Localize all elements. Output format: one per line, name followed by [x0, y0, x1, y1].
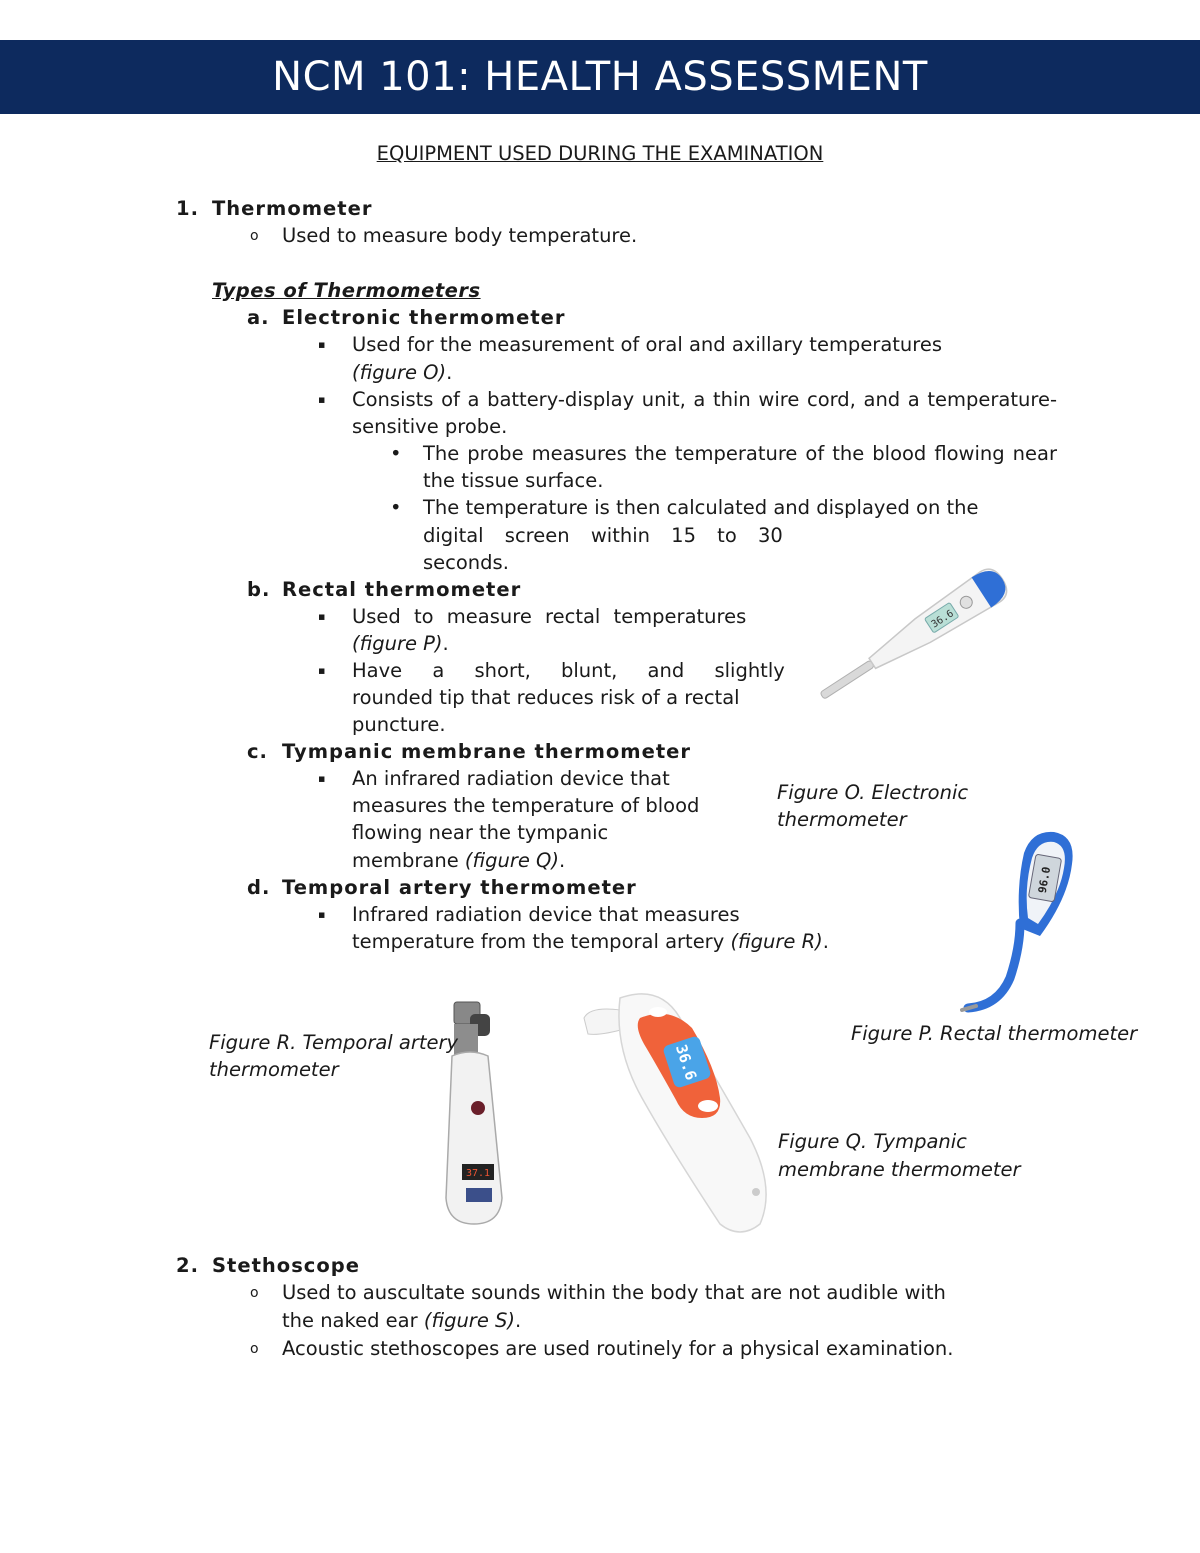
text-line: digital screen within 15 to 30 [423, 524, 783, 547]
sub-title: Tympanic membrane thermometer [282, 740, 692, 763]
figure-ref: (figure O) [352, 361, 447, 384]
punct: . [515, 1309, 522, 1332]
electronic-thermometer-figure [812, 548, 1027, 706]
circle-bullet-icon: o [250, 1341, 259, 1357]
dot-bullet-icon: • [390, 496, 402, 519]
sub-title: Electronic thermometer [282, 306, 566, 329]
display-readout: 36.6 [929, 608, 956, 631]
sub-letter: d. [247, 876, 271, 899]
sub-letter: b. [247, 578, 271, 601]
page-title: NCM 101: HEALTH ASSESSMENT [272, 54, 928, 100]
text-fragment: temperature from the temporal artery [352, 930, 725, 953]
text-line: seconds. [423, 551, 509, 574]
square-bullet-icon: ▪ [318, 610, 326, 623]
caption-o-line2: thermometer [777, 808, 907, 831]
text-line: The temperature is then calculated and displayed on the [423, 496, 979, 519]
text-line [352, 928, 829, 955]
display-readout: 96.0 [1035, 865, 1054, 895]
square-bullet-icon: ▪ [318, 772, 326, 785]
types-heading: Types of Thermometers [212, 279, 481, 302]
figure-ref: (figure Q) [464, 849, 560, 872]
section-title: EQUIPMENT USED DURING THE EXAMINATION [376, 142, 824, 165]
item-title: Thermometer [212, 197, 373, 220]
circle-bullet-icon: o [250, 228, 259, 244]
caption-q-line1: Figure Q. Tympanic [778, 1130, 967, 1153]
sub-letter: c. [247, 740, 268, 763]
caption-r-line1: Figure R. Temporal artery [209, 1031, 459, 1054]
text-line [352, 359, 452, 386]
item-number: 2. [176, 1254, 199, 1277]
rectal-thermometer-figure [958, 828, 1080, 1014]
text-line: An infrared radiation device that [352, 767, 670, 790]
display-readout: 37.1 [465, 1168, 491, 1179]
figure-ref: (figure S) [423, 1309, 515, 1332]
text-paragraph: Consists of a battery-display unit, a thin wire cord, and a temperature-sensitive probe. [352, 388, 1057, 438]
sub-title: Temporal artery thermometer [282, 876, 637, 899]
text-line [352, 630, 449, 657]
item-title: Stethoscope [212, 1254, 360, 1277]
caption-q-line2: membrane thermometer [778, 1158, 1021, 1181]
caption-p: Figure P. Rectal thermometer [851, 1022, 1138, 1045]
text-line: Used to measure rectal temperatures [352, 605, 747, 628]
sub-letter: a. [247, 306, 270, 329]
text-line [352, 847, 565, 874]
display-readout: 36.6 [671, 1042, 701, 1083]
punct: . [446, 361, 453, 384]
bullet-text: Used to measure body temperature. [282, 224, 638, 247]
text-line: rounded tip that reduces risk of a rectal [352, 686, 740, 709]
text-line: Acoustic stethoscopes are used routinely for a physical examination. [282, 1337, 954, 1360]
text-fragment: the naked ear [282, 1309, 418, 1332]
caption-o-line1: Figure O. Electronic [777, 781, 969, 804]
text-line: puncture. [352, 713, 446, 736]
text-line: measures the temperature of blood [352, 794, 700, 817]
dot-bullet-icon: • [390, 442, 402, 465]
square-bullet-icon: ▪ [318, 393, 326, 406]
text-line [282, 1307, 521, 1334]
tympanic-thermometer-figure [580, 988, 775, 1238]
figure-ref: (figure P) [352, 632, 443, 655]
square-bullet-icon: ▪ [318, 664, 326, 677]
caption-r-line2: thermometer [209, 1058, 339, 1081]
text-paragraph: The probe measures the temperature of the blood flowing near the tissue surface. [423, 442, 1057, 492]
header-banner [0, 40, 1200, 114]
circle-bullet-icon: o [250, 1285, 259, 1301]
text-line: Used for the measurement of oral and axillary temperatures [352, 333, 943, 356]
square-bullet-icon: ▪ [318, 908, 326, 921]
punct: . [822, 930, 829, 953]
square-bullet-icon: ▪ [318, 338, 326, 351]
text-line: Have a short, blunt, and slightly [352, 659, 785, 682]
text-line: Used to auscultate sounds within the body that are not audible with [282, 1281, 946, 1304]
punct: . [559, 849, 566, 872]
item-number: 1. [176, 197, 199, 220]
sub-title: Rectal thermometer [282, 578, 522, 601]
text-line: Infrared radiation device that measures [352, 903, 740, 926]
text-fragment: membrane [352, 849, 459, 872]
text-line: flowing near the tympanic [352, 821, 609, 844]
punct: . [442, 632, 449, 655]
figure-ref: (figure R) [730, 930, 823, 953]
